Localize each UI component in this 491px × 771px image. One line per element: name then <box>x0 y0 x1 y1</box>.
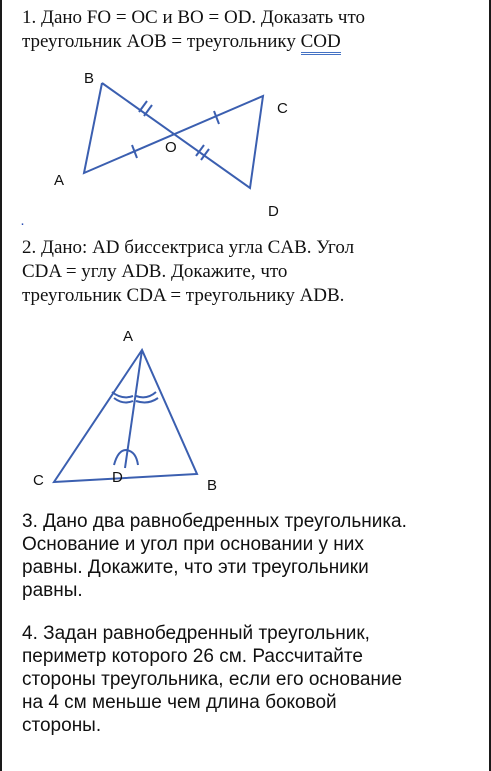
task2-line1: 2. Дано: AD биссектриса угла CAB. Угол <box>22 237 355 258</box>
task2-line3: треугольник CDA = треугольнику ADB. <box>22 285 345 306</box>
label-a: A <box>54 172 65 189</box>
label-b: B <box>84 70 95 87</box>
label-c: C <box>277 100 288 117</box>
angle-arc-dab-1 <box>136 392 156 397</box>
task4-line2: периметр которого 26 см. Рассчитайте <box>22 646 363 667</box>
task4-line5: стороны. <box>22 715 102 736</box>
task4-text <box>22 622 402 737</box>
label-c2: C <box>33 472 44 489</box>
label-d: D <box>268 203 279 220</box>
task4-line3: стороны треугольника, если его основание <box>22 669 403 690</box>
task3-text <box>22 510 407 602</box>
angle-arc-cad-1 <box>112 392 133 397</box>
task1-line2-prefix: треугольник AOB = треугольнику <box>22 31 301 52</box>
bullet-marker: · <box>20 215 25 232</box>
task3-line3: равны. Докажите, что эти треугольники <box>22 557 369 578</box>
task3-line2: Основание и угол при основании у них <box>22 534 364 555</box>
task1-line1: 1. Дано FO = OC и BO = OD. Доказать что <box>22 7 366 28</box>
label-a2: A <box>123 328 134 345</box>
task2-line2: CDA = углу ADB. Докажите, что <box>22 261 288 282</box>
label-b2: B <box>207 477 218 494</box>
task3-line4: равны. <box>22 580 83 601</box>
label-d2: D <box>112 469 123 486</box>
task4-line4: на 4 см меньше чем длина боковой <box>22 692 337 713</box>
angle-arc-cad-2 <box>114 398 133 402</box>
task3-line1: 3. Дано два равнобедренных треугольника. <box>22 511 407 532</box>
task1-underlined-cod: COD <box>301 31 341 55</box>
label-o: O <box>165 139 177 156</box>
angle-arc-dab-2 <box>136 398 158 402</box>
figure2-lines <box>54 350 197 482</box>
task4-line1: 4. Задан равнобедренный треугольник, <box>22 623 370 644</box>
